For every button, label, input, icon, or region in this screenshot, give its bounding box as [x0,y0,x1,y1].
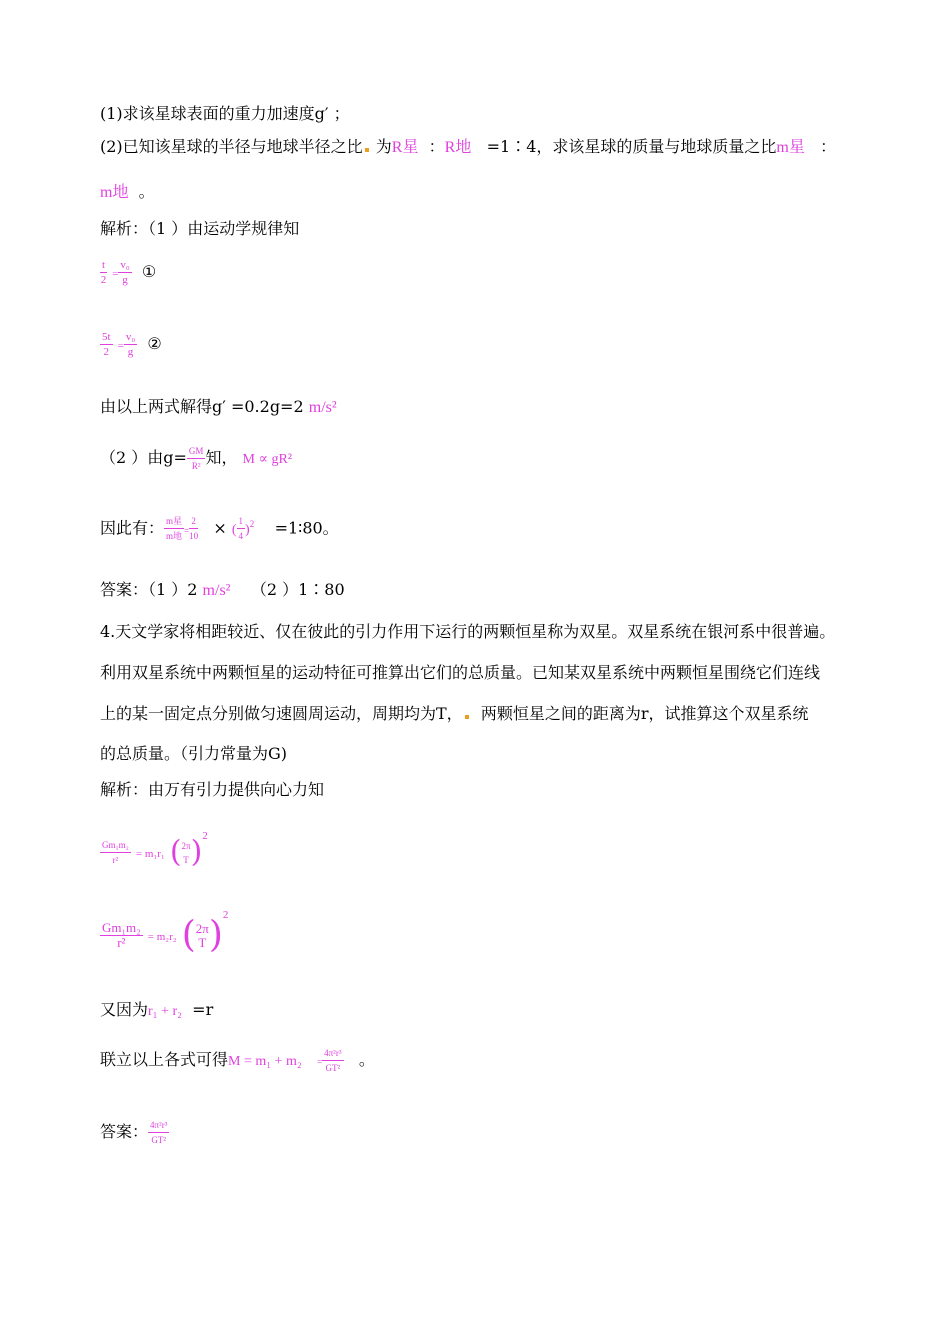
circle-mark-2: ② [147,334,162,353]
problem-4-line-4: 的总质量。（引力常量为G) [100,744,288,763]
question-1: (1)求该星球表面的重力加速度g′ ； [100,104,350,123]
m-star: m星 [776,139,805,156]
problem-4-line-1: 4.天文学家将相距较近、仅在彼此的引力作用下运行的两颗恒星称为双星。双星系统在银河系中很普遍。 [100,622,836,641]
frac-2-10: $\frac{2}{10}$ [189,516,199,542]
formula-1: $\frac{\text{Gm₁m₂}}{\text{r²}}$ = m₁r₁ ( 2π T )$^2$ [102,830,208,870]
frac-4pi2r3-gt2: $\frac{\text{4π²r³}}{\text{GT²}}$ [324,1048,342,1073]
formula-1-mid: = m₁r₁ [135,848,165,860]
circle-mark-1: ① [141,262,157,281]
equals: = [112,268,119,280]
frac-gm1m2-r2: $\frac{\text{Gm₁m₂}}{\text{r²}}$ [102,920,141,950]
frac-t-2: $\frac{t}{2}$ [100,259,107,286]
frac-5t-2: $\frac{5t}{2}$ [102,331,111,358]
ratio-text: =1∶4，求该星球的质量与地球质量之比 [486,137,777,156]
youyin-text: 又因为 [100,1000,149,1019]
problem-4-line-3b: 两颗恒星之间的距离为r，试推算这个双星系统 [480,704,809,723]
part-2-text: （2 ）由g= [100,448,187,467]
formula-2-mid: = m₂r₂ [147,931,177,943]
frac-2pi-t: 2π T [195,920,209,950]
equation-2 [100,330,162,359]
colon-2: ： [820,137,837,156]
r-star: R星 [391,139,419,156]
question-2 [100,137,836,158]
problem-4-line-3a: 上的某一固定点分别做匀速圆周运动，周期均为T， [100,704,463,723]
frac-2pi-t: 2π T [181,840,191,865]
marker-dot [365,148,369,152]
answer-2 [100,1118,169,1147]
equals: = [317,1057,323,1067]
answer-1 [100,580,345,601]
frac-gm-r2: $\frac{GM}{\text{R²}}$ [188,446,204,471]
formula-2: $\frac{\text{Gm₁m₂}}{\text{r²}}$ = m₂r₂ ( 2π T )$^2$ [102,909,229,956]
equals: = [184,525,190,536]
r1-plus-r2: r₁ + r₂ [148,1004,182,1019]
solve-text: 由以上两式解得g′ =0.2g=2 [100,397,304,416]
analysis-2: 解析：由万有引力提供向心力知 [100,780,325,799]
question-2-cont [100,182,155,203]
hence-text: 因此有： [100,518,165,538]
equation-1 [100,258,156,287]
times: × [213,518,227,538]
answer-1-label: 答案：（1 ）2 [100,580,198,599]
youyin-line [100,1000,213,1022]
problem-4-line-3 [100,704,809,724]
colon: ： [428,137,445,156]
frac-v0-g: $\frac{\text{v₀}}{g}$ [125,331,136,358]
solve-line [100,397,337,418]
frac-gm1m2-r2: $\frac{\text{Gm₁m₂}}{\text{r²}}$ [102,840,129,865]
answer-1-part-2: （2 ）1∶80 [250,580,345,599]
equals: = [117,340,124,352]
unit-ms2: m/s² [308,399,337,416]
proportional: M ∝ gR² [242,452,293,467]
problem-4-line-2: 利用双星系统中两颗恒星的运动特征可推算出它们的总质量。已知某双星系统中两颗恒星围绕它们连线 [100,663,821,682]
lianli-text: 联立以上各式可得 [100,1050,229,1069]
question-2-text: (2)已知该星球的半径与地球半径之比 [100,137,363,156]
equals-r: =r [192,1000,214,1019]
part-2-line [100,444,292,473]
answer-2-frac: $\frac{\text{4π²r³}}{\text{GT²}}$ [150,1120,168,1145]
r-earth: R地 [444,139,472,156]
answer-1-unit: m/s² [202,582,231,599]
lianli-line [100,1046,375,1075]
period: 。 [138,182,155,201]
frac-mstar-mearth: $\frac{\text{m星}}{\text{m地}}$ [166,516,183,542]
question-2-wei: 为 [375,137,392,156]
hence-result: =1∶80。 [274,518,339,538]
square-sup: 2 [202,830,208,842]
hence-line: 因此有： $\frac{\text{m星}}{\text{m地}}$ = $\frac{2}{10}$ × ( $\frac{1}{4}$ )$^2$ =1∶80。 [100,516,339,542]
m-earth: m地 [100,184,129,201]
square-sup: 2 [249,519,255,529]
analysis-1: 解析：（1 ）由运动学规律知 [100,219,300,238]
marker-dot [465,715,469,719]
period: 。 [358,1050,375,1069]
answer-2-label: 答案： [100,1122,149,1141]
part-2-zhi: 知， [205,448,238,467]
frac-v0-g: $\frac{\text{v₀}}{g}$ [120,259,130,286]
square-sup: 2 [222,909,229,921]
m-sum: M = m₁ + m₂ [228,1054,302,1069]
frac-1-4: $\frac{1}{4}$ [238,516,244,542]
